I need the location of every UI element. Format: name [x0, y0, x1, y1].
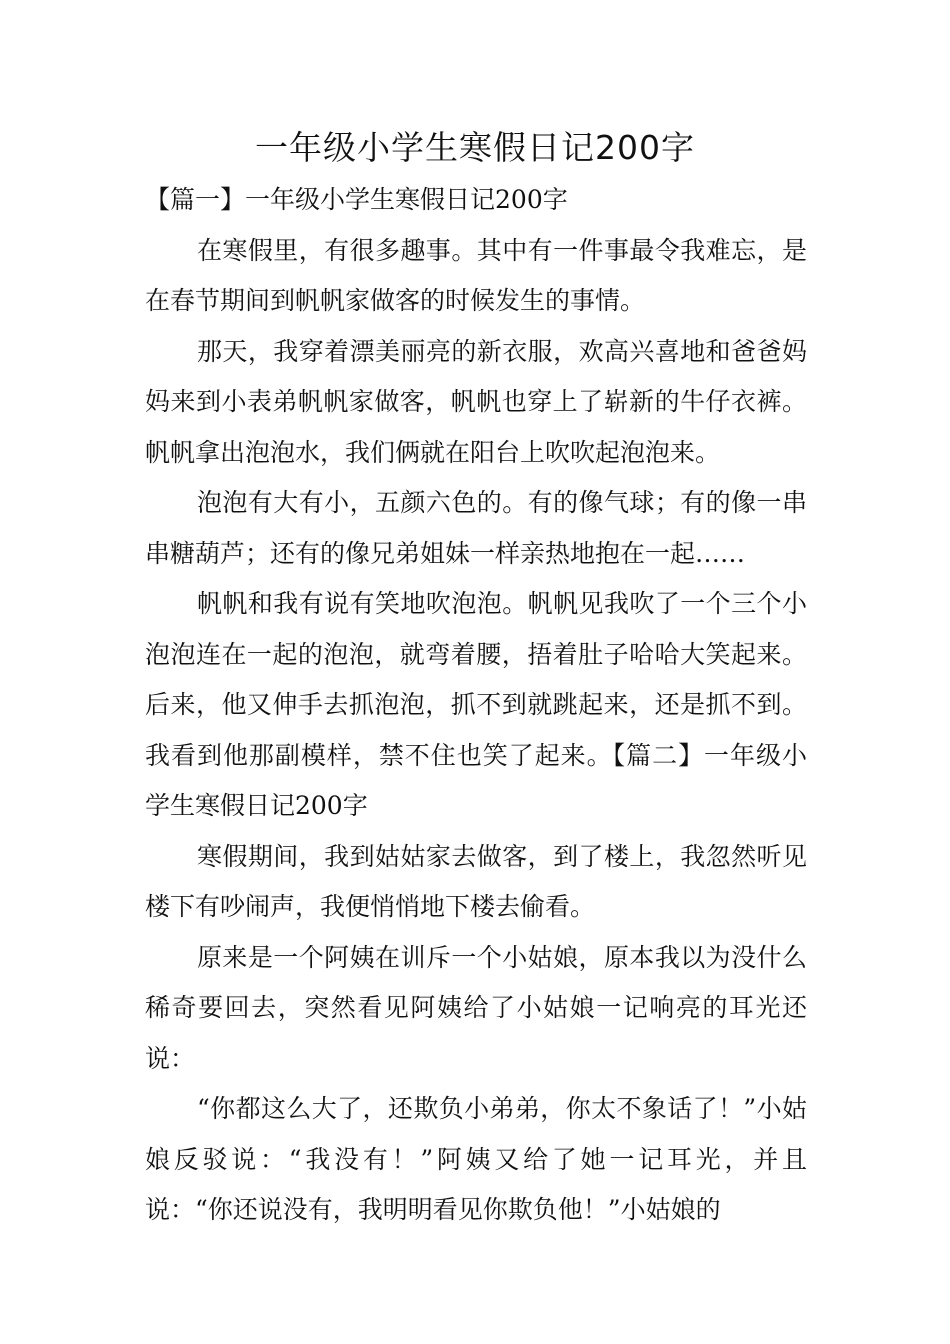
paragraph: 那天，我穿着漂美丽亮的新衣服，欢高兴喜地和爸爸妈妈来到小表弟帆帆家做客，帆帆也穿上了崭新的牛仔衣裤。帆帆拿出泡泡水，我们俩就在阳台上吹吹起泡泡来。	[145, 336, 807, 467]
paragraph: 帆帆和我有说有笑地吹泡泡。帆帆见我吹了一个三个小泡泡连在一起的泡泡，就弯着腰，捂着肚子哈哈大笑起来。后来，他又伸手去抓泡泡，抓不到就跳起来，还是抓不到。我看到他那副模样，禁不住也笑了起来。【篇二】一年级小学生寒假日记200字	[145, 589, 807, 820]
paragraph: 泡泡有大有小，五颜六色的。有的像气球；有的像一串串糖葫芦；还有的像兄弟姐妹一样亲热地抱在一起……	[145, 488, 807, 568]
section-heading: 【篇一】一年级小学生寒假日记200字	[145, 185, 568, 214]
document-body	[145, 175, 807, 1236]
paragraph: “你都这么大了，还欺负小弟弟，你太不象话了！”小姑娘反驳说：“我没有！”阿姨又给了她一记耳光，并且说：“你还说没有，我明明看见你欺负他！”小姑娘的	[145, 1094, 807, 1224]
document-title: 一年级小学生寒假日记200字	[255, 128, 695, 167]
paragraph: 寒假期间，我到姑姑家去做客，到了楼上，我忽然听见楼下有吵闹声，我便悄悄地下楼去偷看。	[145, 841, 807, 921]
paragraph: 在寒假里，有很多趣事。其中有一件事最令我难忘，是在春节期间到帆帆家做客的时候发生的事情。	[145, 235, 807, 315]
paragraph: 原来是一个阿姨在训斥一个小姑娘，原本我以为没什么稀奇要回去，突然看见阿姨给了小姑娘一记响亮的耳光还说：	[145, 942, 807, 1073]
